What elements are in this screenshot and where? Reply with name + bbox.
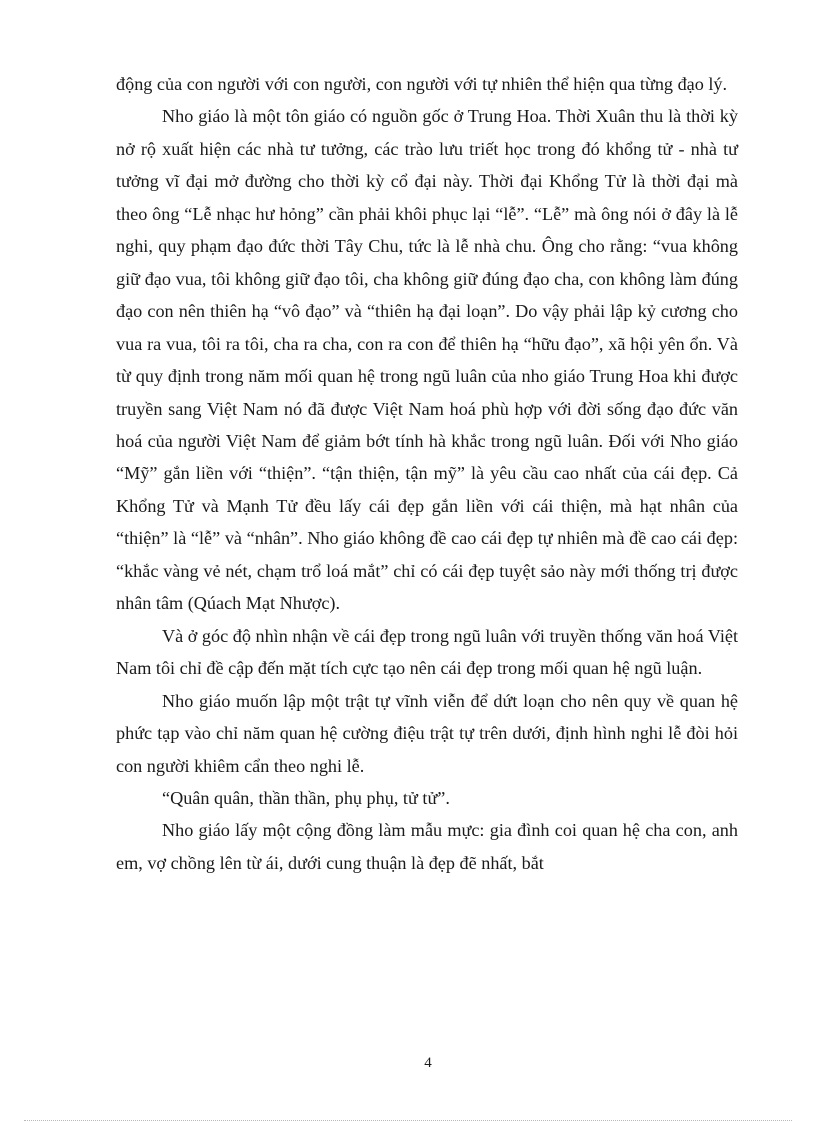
paragraph-community-model: Nho giáo lấy một cộng đồng làm mẫu mực: gia đình coi quan hệ cha con, anh em, vợ chồng lên từ ái, dưới cung thuận là đẹp đẽ nhất, bắt (116, 820, 738, 873)
paragraph-order: Nho giáo muốn lập một trật tự vĩnh viễn để dứt loạn cho nên quy về quan hệ phức tạp vào chỉ năm quan hệ cường điệu trật tự trên dưới, định hình nghi lễ đòi hỏi con người khiêm cẩn theo nghi lễ. (116, 690, 738, 776)
page-number: 4 (424, 1055, 432, 1071)
paragraph-beauty-perspective: Và ở góc độ nhìn nhận về cái đẹp trong ngũ luân với truyền thống văn hoá Việt Nam tôi chỉ đề cập đến mặt tích cực tạo nên cái đẹp trong mối quan hệ ngũ luận. (116, 625, 738, 679)
paragraph-nho-giao-origin: Nho giáo là một tôn giáo có nguồn gốc ở Trung Hoa. Thời Xuân thu là thời kỳ nở rộ xuất hiện các nhà tư tưởng, các trào lưu triết học trong đó khổng tử - nhà tư tưởng vĩ đại mở đường cho thời kỳ cổ đại này. Thời đại Khổng Tử là thời đại mà theo ông “Lễ nhạc hư hỏng” cần phải khôi phục lại “lễ”. “Lễ” mà ông nói ở đây là lễ nghi, quy phạm đạo đức thời Tây Chu, tức là lễ nhà chu. Ông cho rằng: “vua không giữ đạo vua, tôi không giữ đạo tôi, cha không giữ đúng đạo cha, con không làm đúng đạo con nên thiên hạ “vô đạo” và “thiên hạ đại loạn”. Do vậy phải lập kỷ cương cho vua ra vua, tôi ra tôi, cha ra cha, con ra con để thiên hạ “hữu đạo”, xã hội yên ổn. Và từ quy định trong năm mối quan hệ trong ngũ luân của nho giáo Trung Hoa khi được truyền sang Việt Nam nó đã được Việt Nam hoá phù hợp với đời sống đạo đức văn hoá của người Việt Nam để giảm bớt tính hà khắc trong ngũ luân. Đối với Nho giáo “Mỹ” gắn liền với “thiện”. “tận thiện, tận mỹ” là yêu cầu cao nhất của cái đẹp. Cả Khổng Tử và Mạnh Tử đều lấy cái đẹp gắn liền với cái thiện, mà hạt nhân của “thiện” là “lễ” và “nhân”. Nho giáo không đề cao cái đẹp tự nhiên mà đề cao cái đẹp: “khắc vàng vẻ nét, chạm trổ loá mắt” chỉ có cái đẹp tuyệt sảo này mới thống trị được nhân tâm (Qúach Mạt Nhược). (116, 106, 738, 614)
paragraph-continuation: động của con người với con người, con người với tự nhiên thể hiện qua từng đạo lý. (116, 74, 728, 94)
page-bottom-border (24, 1120, 792, 1121)
paragraph-quote: “Quân quân, thần thần, phụ phụ, tử tử”. (162, 787, 450, 808)
document-body (116, 68, 738, 879)
